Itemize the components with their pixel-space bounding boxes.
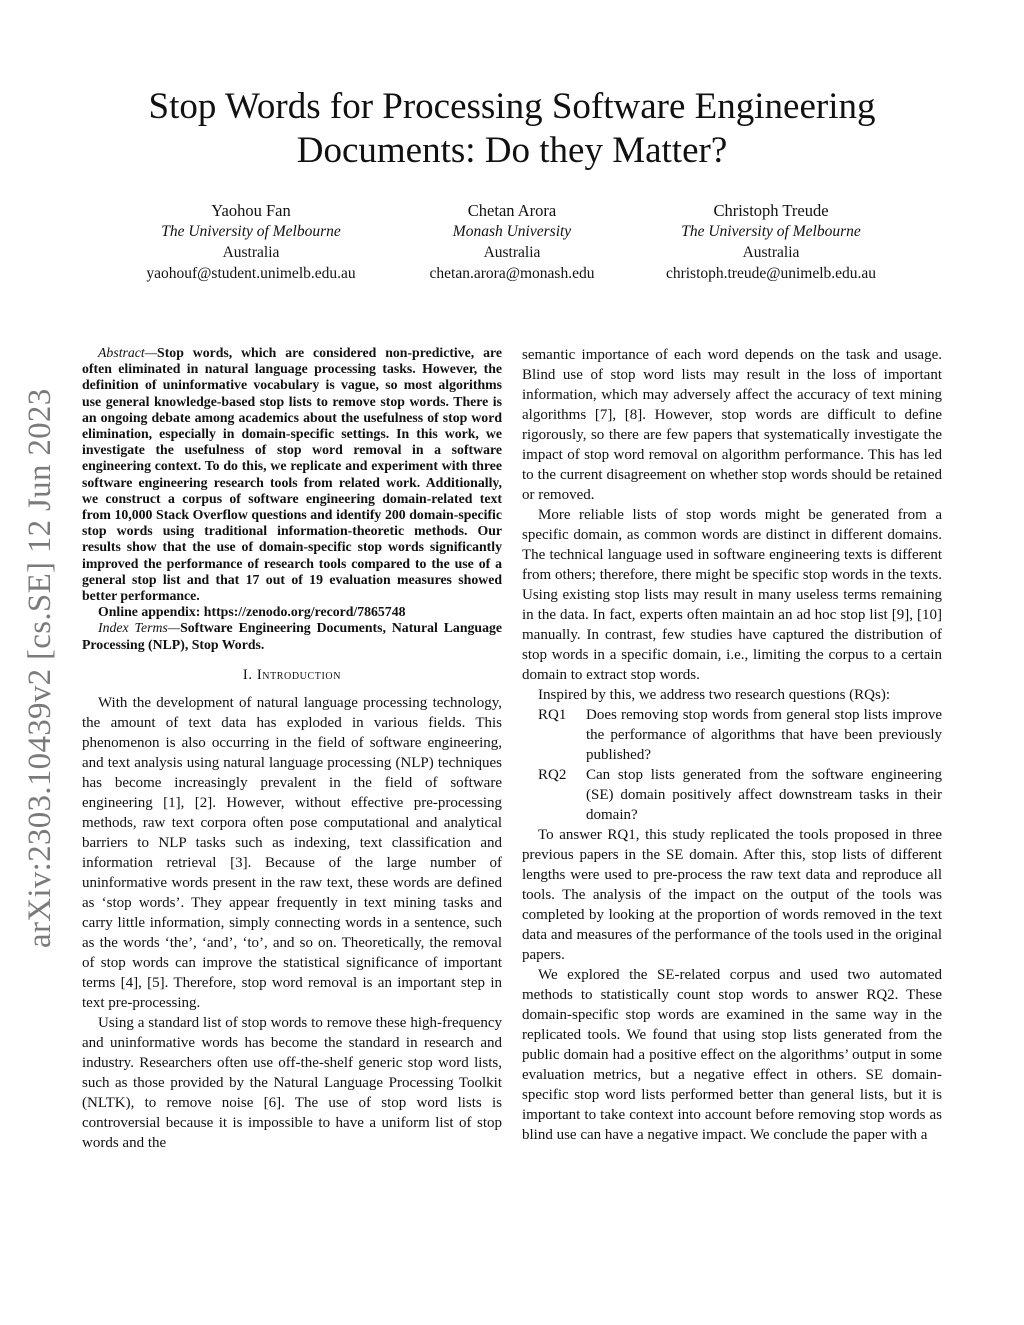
rq-label: RQ1 xyxy=(538,707,567,723)
index-terms-label: Index Terms— xyxy=(98,620,181,636)
author-name: Yaohou Fan xyxy=(211,201,291,220)
body-paragraph: Inspired by this, we address two research questions (RQs): xyxy=(538,687,891,703)
arxiv-identifier-stamp: arXiv:2303.10439v2 [cs.SE] 12 Jun 2023 xyxy=(22,388,58,948)
author-country: Australia xyxy=(222,244,280,261)
section-heading-introduction xyxy=(82,665,502,685)
author-country: Australia xyxy=(483,244,541,261)
section-number: I. xyxy=(242,666,253,683)
research-question-item xyxy=(522,705,942,765)
body-paragraph: With the development of natural language processing technology, the amount of text data has exploded in various fields. This phenomenon is also occurring in the field of software engineering, and text analysis using natural language processing (NLP) techniques has become increasingly prevalent in the field of software engineering [1], [2]. However, without effective pre-processing methods, raw text corpora often pose computational and analytical barriers to NLP tasks such as indexing, text classification and information retrieval [3]. Because of the large number of uninformative words present in the raw text, these words are defined as ‘stop words’. They appear frequently in text mining tasks and carry little information, simply connecting words in a sentence, such as the words ‘the’, ‘and’, ‘to’, and so on. Theoretically, the removal of stop words can improve the statistical significance of important terms [4], [5]. Therefore, stop word removal is an important step in text pre-processing. xyxy=(82,694,502,1011)
body-paragraph: Using a standard list of stop words to remove these high-frequency and uninformative words has become the standard in research and industry. Researchers often use off-the-shelf generic stop word lists, such as those provided by the Natural Language Processing Toolkit (NLTK), to remove noise [6]. The use of stop word lists is controversial because it is impossible to have a uniform list of stop words and the xyxy=(82,1014,502,1151)
index-terms xyxy=(82,620,502,652)
author-name: Christoph Treude xyxy=(713,201,829,220)
right-column xyxy=(522,345,942,1145)
author-name: Chetan Arora xyxy=(467,201,557,220)
online-appendix: Online appendix: https://zenodo.org/record/7865748 xyxy=(98,604,406,620)
author-email: chetan.arora@monash.edu xyxy=(429,265,595,282)
rq-label: RQ2 xyxy=(538,767,567,783)
body-paragraph: We explored the SE-related corpus and used two automated methods to statistically count stop words to answer RQ2. These domain-specific stop words are examined in the same way in the replicated tools. We found that using stop lists generated from the public domain had a positive effect on the algorithms’ output in some evaluation metrics, but a negative effect in others. SE domain-specific stop word lists performed better than general lists, but it is important to take context into account before removing stop words as blind use can have a negative impact. We conclude the paper with a xyxy=(522,967,942,1143)
author-3 xyxy=(638,200,904,284)
author-1 xyxy=(122,200,380,284)
author-email: yaohouf@student.unimelb.edu.au xyxy=(146,265,356,282)
author-2 xyxy=(398,200,626,284)
author-country: Australia xyxy=(742,244,800,261)
abstract-text: Stop words, which are considered non-predictive, are often eliminated in natural language processing tasks. However, the definition of uninformative vocabulary is vague, so most algorithms use general knowledge-based stop lists to remove stop words. There is an ongoing debate among academics about the usefulness of stop word elimination, especially in domain-specific settings. In this work, we investigate the usefulness of stop word removal in a software engineering context. To do this, we replicate and experiment with three software engineering research tools from related work. Additionally, we construct a corpus of software engineering domain-related text from 10,000 Stack Overflow questions and identify 200 domain-specific stop words using traditional information-theoretic methods. Our results show that the use of domain-specific stop words significantly improved the performance of research tools compared to the use of a general stop list and that 17 out of 19 evaluation measures showed better performance. xyxy=(82,345,502,604)
author-email: christoph.treude@unimelb.edu.au xyxy=(665,265,877,282)
author-affiliation: The University of Melbourne xyxy=(681,223,861,240)
body-paragraph: To answer RQ1, this study replicated the tools proposed in three previous papers in the SE domain. After this, stop lists of different lengths were used to pre-process the raw text data and reproduce all tools. The analysis of the impact on the output of the tools was completed by looking at the proportion of words removed in the text data and measures of the performance of the tools used in the original papers. xyxy=(522,827,942,963)
research-questions-list xyxy=(522,705,942,825)
left-column xyxy=(82,345,502,1153)
author-affiliation: Monash University xyxy=(452,223,572,240)
paper-title: Stop Words for Processing Software Engineering Documents: Do they Matter? xyxy=(148,86,876,171)
rq-text: Does removing stop words from general stop lists improve the performance of algorithms that have been previously published? xyxy=(586,707,942,763)
author-affiliation: The University of Melbourne xyxy=(161,223,341,240)
abstract-label: Abstract— xyxy=(98,345,158,360)
index-terms-text: Software Engineering Documents, Natural Language Processing (NLP), Stop Words. xyxy=(82,620,502,652)
rq-text: Can stop lists generated from the software engineering (SE) domain positively affect downstream tasks in their domain? xyxy=(586,767,942,823)
body-paragraph: semantic importance of each word depends on the task and usage. Blind use of stop word lists may result in the loss of important information, which may adversely affect the accuracy of text mining algorithms [7], [8]. However, stop words are difficult to define rigorously, so there are few papers that systematically investigate the impact of stop word removal on algorithm performance. This has led to the current disagreement on whether stop words should be retained or removed. xyxy=(522,347,942,503)
body-paragraph: More reliable lists of stop words might be generated from a specific domain, as common words are distinct in different domains. The technical language used in software engineering texts is different from others; therefore, there might be specific stop words in the texts. Using existing stop lists may result in many useless terms remaining in the data. In fact, experts often maintain an ad hoc stop list [9], [10] manually. In contrast, few studies have captured the distribution of stop words in a specific domain, i.e., limiting the corpus to a certain domain to extract stop words. xyxy=(522,507,942,683)
section-title: Introduction xyxy=(256,666,342,683)
abstract xyxy=(82,345,502,604)
research-question-item xyxy=(522,765,942,825)
